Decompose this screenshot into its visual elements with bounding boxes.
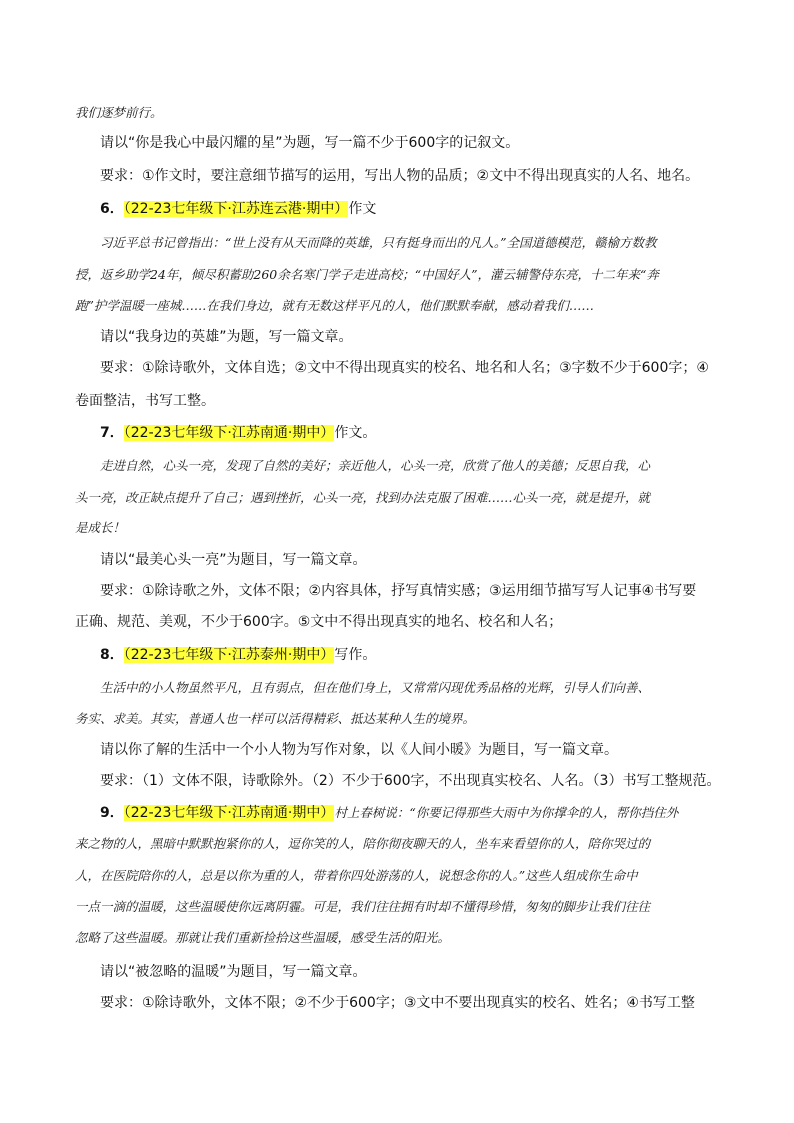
q9-quote-first: 村上春树说：“你要记得那些大雨中为你撑伞的人，帮你挡住外 bbox=[334, 805, 679, 820]
q8-quote-line: 生活中的小人物虽然平凡，且有弱点，但在他们身上，又常常闪现优秀品格的光辉，引导人们向善、 bbox=[100, 680, 651, 695]
q7-requirements: 要求：①除诗歌之外，文体不限；②内容具体，抒写真情实感；③运用细节描写写人记事④书写要 bbox=[100, 583, 697, 599]
q6-prompt: 请以“我身边的英雄”为题，写一篇文章。 bbox=[100, 329, 353, 345]
q7-quote-line: 头一亮，改正缺点提升了自己；遇到挫折，心头一亮，找到办法克服了困难……心头一亮，就是提升，就 bbox=[75, 490, 651, 505]
q7-prompt: 请以“最美心头一亮”为题目，写一篇文章。 bbox=[100, 552, 367, 568]
q7-requirements-cont: 正确、规范、美观，不少于600字。⑤文中不得出现真实的地名、校名和人名； bbox=[75, 614, 563, 630]
q8-source-tag: （22-23七年级下·江苏泰州·期中） bbox=[123, 647, 335, 663]
q6-requirements-cont: 卷面整洁，书写工整。 bbox=[75, 393, 215, 409]
q9-quote-line: 忽略了这些温暖。那就让我们重新捡拾这些温暖，感受生活的阳光。 bbox=[75, 930, 451, 945]
q7-heading bbox=[100, 422, 376, 442]
q9-quote-line: 人，在医院陪你的人，总是以你为重的人，带着你四处游荡的人，说想念你的人。”这些人组成你生命中 bbox=[75, 868, 638, 883]
q6-quote-line: 授，返乡助学24年，倾尽积蓄助260余名寒门学子走进高校；“中国好人”，灌云辅警侍东亮，十二年来“奔 bbox=[75, 267, 659, 282]
q9-source-tag: （22-23七年级下·江苏南通·期中） bbox=[123, 805, 335, 821]
q9-prompt: 请以“被忽略的温暖”为题目，写一篇文章。 bbox=[100, 964, 367, 980]
q9-quote-line: 一点一滴的温暖，这些温暖使你远离阴霾。可是，我们往往拥有时却不懂得珍惜，匆匆的脚步让我们往往 bbox=[75, 899, 651, 914]
q7-quote-line: 走进自然，心头一亮，发现了自然的美好；亲近他人，心头一亮，欣赏了他人的美德；反思自我，心 bbox=[100, 458, 651, 473]
q9-number: 9． bbox=[100, 805, 124, 821]
continued-text: 我们逐梦前行。 bbox=[75, 105, 163, 120]
q6-quote-line: 习近平总书记曾指出：“世上没有从天而降的英雄，只有挺身而出的凡人。”全国道德模范，赣榆方数教 bbox=[100, 235, 657, 250]
q9-heading bbox=[100, 802, 678, 822]
q6-heading-suffix: 作文 bbox=[348, 201, 377, 217]
q8-heading-suffix: 写作。 bbox=[334, 647, 377, 663]
q8-heading bbox=[100, 644, 376, 664]
q7-heading-suffix: 作文。 bbox=[334, 425, 377, 441]
q9-quote-line: 来之物的人，黑暗中默默抱紧你的人，逗你笑的人，陪你彻夜聊天的人，坐车来看望你的人，陪你哭过的 bbox=[75, 836, 651, 851]
q5-prompt: 请以“你是我心中最闪耀的星”为题，写一篇不少于600字的记叙文。 bbox=[100, 135, 520, 151]
q6-number: 6． bbox=[100, 201, 124, 217]
q6-heading bbox=[100, 198, 376, 218]
q8-prompt: 请以你了解的生活中一个小人物为写作对象，以《人间小暖》为题目，写一篇文章。 bbox=[100, 742, 618, 758]
q8-number: 8． bbox=[100, 647, 124, 663]
q7-source-tag: （22-23七年级下·江苏南通·期中） bbox=[123, 425, 335, 441]
q6-requirements: 要求：①除诗歌外，文体自选；②文中不得出现真实的校名、地名和人名；③字数不少于600字；④ bbox=[100, 360, 709, 376]
q7-number: 7． bbox=[100, 425, 124, 441]
q6-source-tag: （22-23七年级下·江苏连云港·期中） bbox=[123, 201, 349, 217]
q5-requirements: 要求：①作文时，要注意细节描写的运用，写出人物的品质；②文中不得出现真实的人名、地名。 bbox=[100, 168, 700, 184]
q8-quote-line: 务实、求美。其实，普通人也一样可以活得精彩、抵达某种人生的境界。 bbox=[75, 711, 476, 726]
q6-quote-line: 跑”护学温暖一座城……在我们身边，就有无数这样平凡的人，他们默默奉献，感动着我们…… bbox=[75, 298, 594, 313]
q7-quote-line: 是成长！ bbox=[75, 520, 126, 535]
q9-requirements: 要求：①除诗歌外，文体不限；②不少于600字；③文中不要出现真实的校名、姓名；④书写工整 bbox=[100, 995, 695, 1011]
q8-requirements: 要求：（1）文体不限，诗歌除外。（2）不少于600字，不出现真实校名、人名。（3）书写工整规范。 bbox=[100, 773, 721, 789]
